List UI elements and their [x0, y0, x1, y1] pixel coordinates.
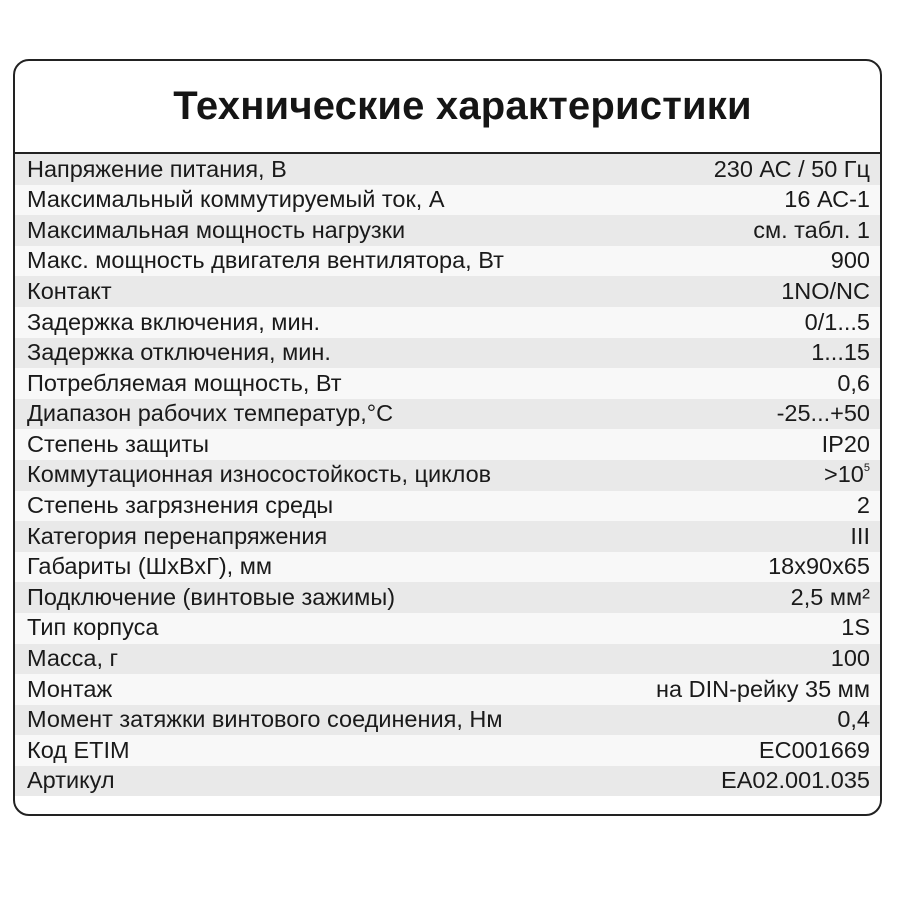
spec-value: 1NO/NC	[781, 277, 870, 304]
spec-value: на DIN-рейку 35 мм	[656, 675, 870, 702]
spec-label: Степень загрязнения среды	[27, 492, 334, 519]
spec-row	[15, 521, 880, 552]
spec-value-exponent: 5	[863, 462, 870, 475]
spec-value: 0,4	[837, 706, 870, 733]
spec-row	[15, 644, 880, 675]
spec-label: Макс. мощность двигателя вентилятора, Вт	[27, 247, 504, 274]
title-bar	[15, 61, 880, 154]
spec-value: 900	[830, 247, 870, 274]
spec-row	[15, 185, 880, 216]
spec-label: Задержка отключения, мин.	[27, 339, 331, 366]
spec-label: Момент затяжки винтового соединения, Нм	[27, 706, 503, 733]
spec-value: IP20	[821, 430, 870, 457]
spec-value: EC001669	[758, 736, 870, 763]
spec-label: Подключение (винтовые зажимы)	[27, 583, 396, 610]
spec-row	[15, 368, 880, 399]
spec-row	[15, 338, 880, 369]
spec-row	[15, 246, 880, 277]
spec-row	[15, 705, 880, 736]
spec-value: см. табл. 1	[753, 216, 870, 243]
spec-row	[15, 735, 880, 766]
spec-label: Артикул	[27, 767, 115, 794]
spec-value-base: >10	[824, 461, 864, 488]
spec-value: EA02.001.035	[721, 767, 870, 794]
spec-row	[15, 491, 880, 522]
spec-value: 1...15	[811, 339, 870, 366]
spec-row	[15, 766, 880, 797]
spec-label: Категория перенапряжения	[27, 522, 328, 549]
spec-table	[15, 154, 880, 796]
spec-value: 18x90x65	[768, 553, 870, 580]
spec-label: Максимальная мощность нагрузки	[27, 216, 406, 243]
spec-card	[13, 59, 882, 816]
spec-label: Степень защиты	[27, 430, 210, 457]
page-title: Технические характеристики	[173, 84, 752, 128]
spec-value: -25...+50	[776, 400, 870, 427]
spec-value: 100	[830, 645, 870, 672]
spec-label: Габариты (ШхВхГ), мм	[27, 553, 273, 580]
spec-row	[15, 460, 880, 491]
spec-label: Напряжение питания, В	[27, 155, 287, 182]
spec-label: Контакт	[27, 277, 112, 304]
spec-row	[15, 399, 880, 430]
spec-value: 0,6	[837, 369, 870, 396]
spec-label: Код ETIM	[27, 736, 130, 763]
spec-label: Максимальный коммутируемый ток, А	[27, 186, 445, 213]
spec-row	[15, 613, 880, 644]
spec-value	[824, 463, 870, 487]
spec-row	[15, 429, 880, 460]
spec-row	[15, 674, 880, 705]
spec-row	[15, 215, 880, 246]
spec-value: 2	[856, 492, 870, 519]
spec-value: 2,5 мм²	[790, 583, 870, 610]
spec-label: Коммутационная износостойкость, циклов	[27, 461, 492, 488]
spec-label: Монтаж	[27, 675, 113, 702]
spec-value: III	[850, 522, 870, 549]
spec-value: 16 АС-1	[784, 186, 870, 213]
spec-label: Диапазон рабочих температур,°С	[27, 400, 394, 427]
spec-label: Тип корпуса	[27, 614, 159, 641]
spec-row	[15, 552, 880, 583]
spec-label: Масса, г	[27, 645, 119, 672]
spec-row	[15, 582, 880, 613]
spec-row	[15, 307, 880, 338]
spec-row	[15, 154, 880, 185]
spec-value: 230 АС / 50 Гц	[713, 155, 870, 182]
spec-label: Потребляемая мощность, Вт	[27, 369, 342, 396]
spec-row	[15, 276, 880, 307]
spec-label: Задержка включения, мин.	[27, 308, 321, 335]
spec-value: 0/1...5	[804, 308, 870, 335]
spec-value: 1S	[841, 614, 870, 641]
